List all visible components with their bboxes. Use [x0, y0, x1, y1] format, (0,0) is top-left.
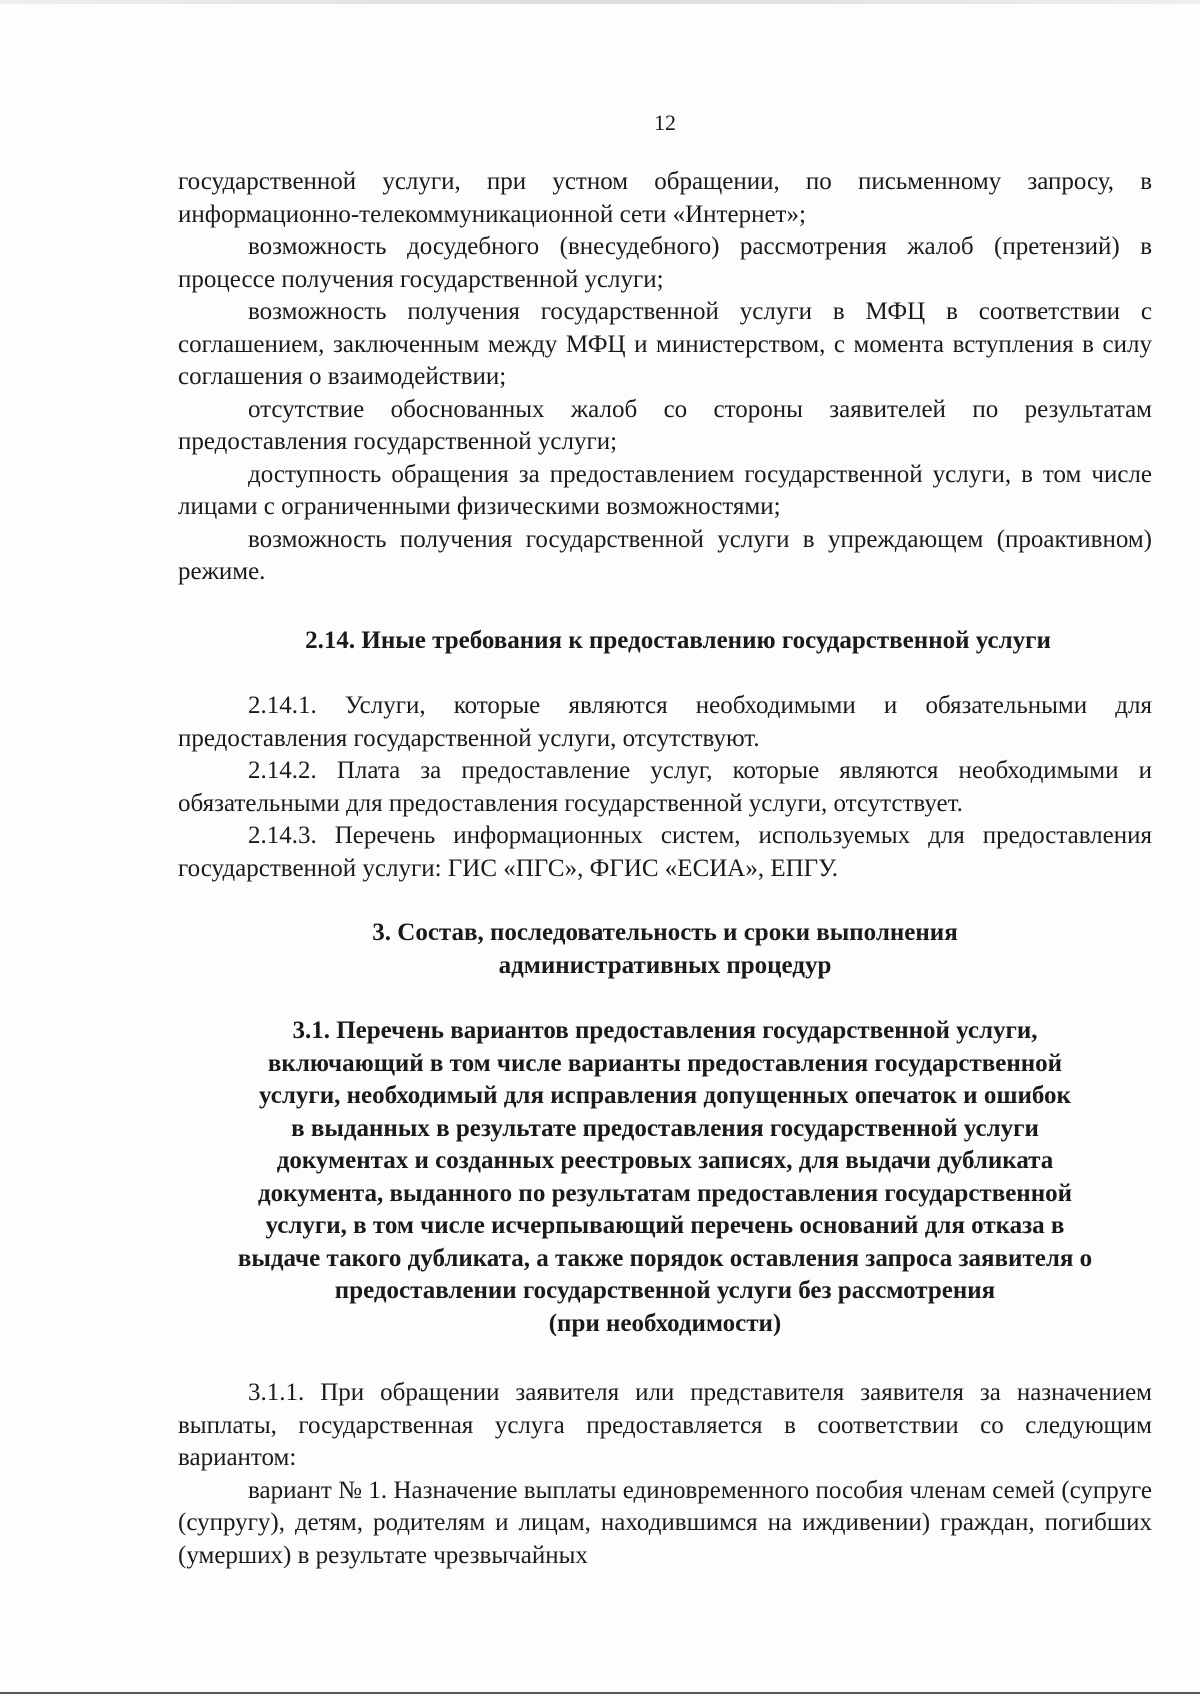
- paragraph: вариант № 1. Назначение выплаты единовременного пособия членам семей (супруге (супругу), детям, родителям и лицам, находившимся на иждивении) граждан, погибших (умерших) в результате чрезвычайных: [178, 1476, 1152, 1569]
- section-heading-2-14: 2.14. Иные требования к предоставлению государственной услуги: [305, 627, 1051, 654]
- heading-line: 3.1. Перечень вариантов предоставления государственной услуги,: [292, 1017, 1038, 1044]
- paragraph: возможность досудебного (внесудебного) рассмотрения жалоб (претензий) в процессе получения государственной услуги;: [178, 233, 1152, 293]
- heading-line: услуги, в том числе исчерпывающий перечень оснований для отказа в: [265, 1212, 1065, 1239]
- page-number: 12: [654, 110, 676, 135]
- section-3-1-body: [178, 1377, 1152, 1572]
- paragraph: государственной услуги, при устном обращении, по письменному запросу, в информационно-телекоммуникационной сети «Интернет»;: [178, 168, 1152, 228]
- paragraph: 3.1.1. При обращении заявителя или представителя заявителя за назначением выплаты, государственная услуга предоставляется в соответствии со следующим вариантом:: [178, 1379, 1152, 1471]
- section-2-13-continuation: [178, 166, 1152, 589]
- section-heading-3-1: [170, 1015, 1160, 1340]
- heading-line: 3. Состав, последовательность и сроки выполнения: [372, 919, 958, 946]
- paragraph: 2.14.2. Плата за предоставление услуг, которые являются необходимыми и обязательными для предоставления государственной услуги, отсутствует.: [178, 757, 1152, 817]
- heading-line: услуги, необходимый для исправления допущенных опечаток и ошибок: [259, 1082, 1071, 1109]
- heading-line: включающий в том числе варианты предоставления государственной: [267, 1049, 1063, 1077]
- heading-line: документах и созданных реестровых записях, для выдачи дубликата: [276, 1147, 1054, 1174]
- paragraph: отсутствие обоснованных жалоб со стороны заявителей по результатам предоставления государственной услуги;: [178, 395, 1152, 455]
- heading-line: административных процедур: [498, 951, 832, 979]
- scan-edge: [0, 0, 1200, 4]
- paragraph: возможность получения государственной услуги в МФЦ в соответствии с соглашением, заключенным между МФЦ и министерством, с момента вступления в силу соглашения о взаимодействии;: [178, 298, 1152, 390]
- paragraph: доступность обращения за предоставлением государственной услуги, в том числе лицами с ограниченными физическими возможностями;: [178, 460, 1152, 520]
- section-2-14-body: [178, 690, 1152, 885]
- heading-line: в выданных в результате предоставления государственной услуги: [291, 1114, 1039, 1142]
- heading-line: (при необходимости): [548, 1309, 782, 1337]
- paragraph: 2.14.1. Услуги, которые являются необходимыми и обязательными для предоставления государственной услуги, отсутствуют.: [178, 692, 1152, 752]
- paragraph: 2.14.3. Перечень информационных систем, используемых для предоставления государственной услуги: ГИС «ПГС», ФГИС «ЕСИА», ЕПГУ.: [178, 822, 1152, 882]
- paragraph: возможность получения государственной услуги в упреждающем (проактивном) режиме.: [178, 525, 1152, 585]
- section-heading-3: [178, 917, 1152, 982]
- heading-line: выдаче такого дубликата, а также порядок оставления запроса заявителя о: [237, 1244, 1093, 1272]
- page-bottom-rule: [0, 1692, 1200, 1694]
- heading-line: документа, выданного по результатам предоставления государственной: [257, 1179, 1073, 1207]
- heading-line: предоставлении государственной услуги без рассмотрения: [334, 1277, 996, 1304]
